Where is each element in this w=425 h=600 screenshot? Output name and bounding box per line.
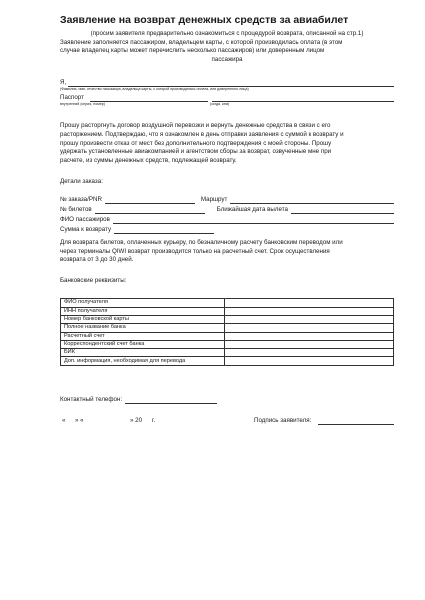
bank-details: [60, 277, 394, 366]
bank-row: [61, 315, 394, 323]
bank-row-value[interactable]: [225, 332, 394, 340]
bank-row-label: ФИО получателя: [61, 299, 225, 307]
intro-line: пассажира: [211, 55, 243, 63]
bank-row-label: Корреспондентский счет банка: [61, 340, 225, 348]
issued-hint: (когда, кем): [210, 102, 230, 107]
phone-row: [60, 396, 394, 404]
intro-line: Заявление заполняется пассажиром, владельцем карты, с которой производилась оплата (в этом: [60, 38, 343, 46]
intro-line: (просим заявителя предварительно ознакомиться с процедурой возврата, описанной на стр.1): [90, 30, 364, 37]
request-line: расчете, из суммы денежных средств, подлежащей возврату.: [60, 156, 237, 164]
order-no-label: № заказа/PNR: [60, 195, 102, 203]
date-open: «: [62, 416, 66, 424]
date-year: » 20: [130, 416, 143, 424]
phone-row-wrap: [60, 396, 394, 404]
bank-row-label: Номер банковской карты: [61, 315, 225, 323]
phone-field[interactable]: [125, 396, 217, 404]
bank-row-label: Доп. информация, необходимая для перевода: [61, 357, 225, 365]
bank-row: [61, 349, 394, 357]
tickets-label: № билетов: [60, 205, 92, 213]
bank-row: [61, 357, 394, 365]
departure-field[interactable]: [291, 206, 394, 214]
refund-line: Для возврата билетов, оплаченных курьеру, по безналичному расчету банковским переводом или: [60, 238, 343, 246]
request-line: Прошу расторгнуть договор воздушной перевозки и вернуть денежные средства в связи с его: [60, 122, 331, 130]
applicant-name-field[interactable]: [68, 79, 394, 87]
passenger-label: ФИО пассажиров: [60, 215, 110, 223]
order-row-2: [60, 206, 394, 214]
bank-row-value[interactable]: [225, 307, 394, 315]
refund-line: возврата от 3 до 30 дней.: [60, 256, 134, 264]
applicant-hint: (Фамилия, имя, отчество пассажира, владельца карты, с которой производилась оплата, или доверенного лица): [60, 87, 249, 92]
bank-row-value[interactable]: [225, 349, 394, 357]
bank-row: [61, 324, 394, 332]
bank-row: [61, 307, 394, 315]
passport-hints: [60, 102, 394, 108]
date-mid: » «: [75, 416, 84, 424]
bank-heading: Банковские реквизиты:: [60, 276, 127, 284]
bank-row: [61, 299, 394, 307]
intro-block: [60, 30, 394, 64]
order-no-field[interactable]: [105, 196, 195, 204]
order-heading: Детали заказа:: [60, 178, 103, 186]
passport-issued-field[interactable]: [212, 94, 394, 102]
refund-line: через терминалы QIWI возврат производится только на расчетный счет. Срок осуществления: [60, 247, 330, 255]
refund-note: [60, 239, 394, 265]
order-row-1: [60, 196, 394, 204]
bank-row: [61, 340, 394, 348]
signature-field[interactable]: [318, 417, 394, 425]
passenger-field[interactable]: [113, 216, 394, 224]
form-title: Заявление на возврат денежных средств за авиабилет: [60, 14, 349, 26]
passport-hint: внутренний (серия, номер): [60, 102, 105, 107]
applicant-block: [60, 79, 394, 108]
bank-row-value[interactable]: [225, 299, 394, 307]
bank-table: [60, 298, 394, 365]
applicant-name-row: [60, 79, 394, 87]
amount-field[interactable]: [114, 226, 214, 234]
bank-row-value[interactable]: [225, 315, 394, 323]
bank-row-label: Полное название банка: [61, 324, 225, 332]
route-label: Маршрут: [200, 195, 228, 203]
request-paragraph: [60, 122, 394, 165]
intro-line: случае владелец карты может перечислить несколько пассажиров) или доверенным лицом: [60, 47, 325, 55]
bank-row-label: БИК: [61, 349, 225, 357]
order-details: [60, 178, 394, 234]
passport-row: [60, 94, 394, 102]
request-line: расторжением. Подтверждаю, что я ознакомлен в день отправки заявления с суммой к возврату и: [60, 130, 344, 138]
passport-number-field[interactable]: [90, 94, 208, 102]
route-field[interactable]: [230, 196, 394, 204]
phone-label: Контактный телефон:: [60, 395, 123, 403]
passport-label: Паспорт: [60, 94, 84, 102]
departure-label: Ближайшая дата вылета: [216, 205, 288, 213]
bank-row-label: ИНН получателя: [61, 307, 225, 315]
order-row-3: [60, 216, 394, 224]
application-form: [60, 14, 394, 427]
bank-row-value[interactable]: [225, 324, 394, 332]
order-row-4: [60, 226, 394, 234]
bank-row-value[interactable]: [225, 357, 394, 365]
bank-row-label: Расчетный счет: [61, 332, 225, 340]
bank-row-value[interactable]: [225, 340, 394, 348]
tickets-field[interactable]: [95, 206, 205, 214]
date-signature-row: [60, 417, 394, 427]
amount-label: Сумма к возврату: [60, 225, 112, 233]
bank-row: [61, 332, 394, 340]
applicant-label: Я,: [60, 79, 67, 87]
date-g: г.: [152, 416, 156, 424]
signature-label: Подпись заявителя:: [254, 416, 312, 424]
request-line: прошу произвести отказ от мест без дополнительного подтверждения с моей стороны. Прошу: [60, 139, 332, 147]
request-line: удержать установленные авиакомпанией и агентством сборы за возврат, озвученные мне при: [60, 148, 332, 156]
